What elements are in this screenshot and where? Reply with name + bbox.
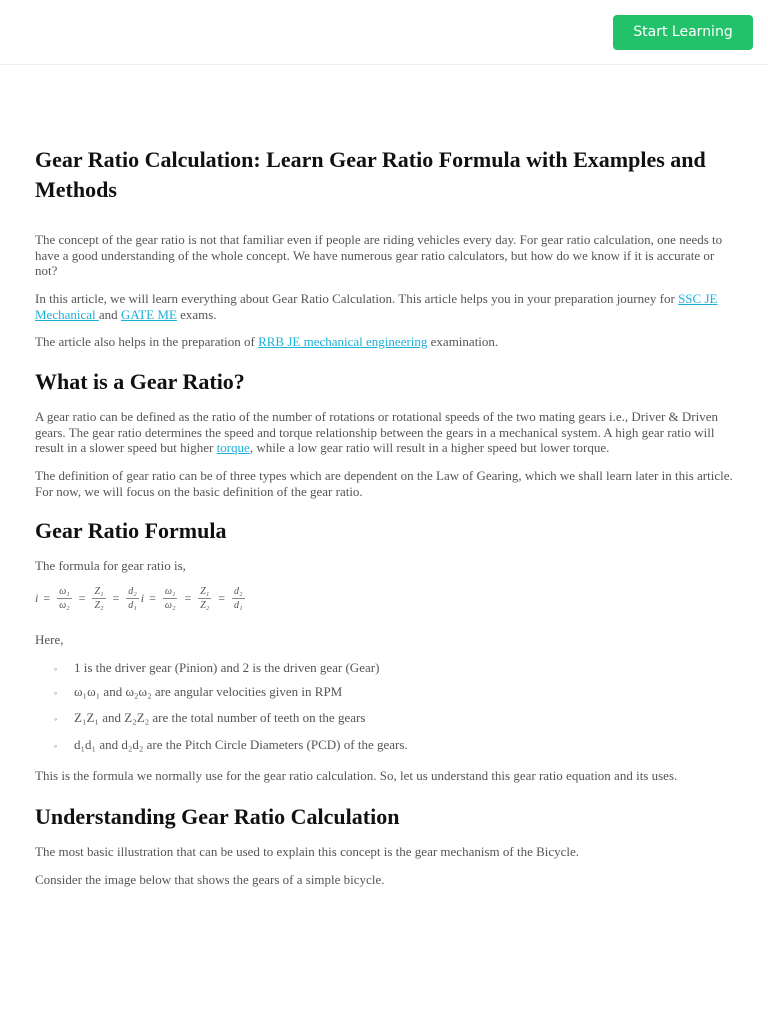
- list-item-text: d₁d₁ and d₂d₂ are the Pitch Circle Diameters (PCD) of the gears.: [74, 737, 408, 752]
- what-p1-text-before: A gear ratio can be defined as the ratio of the number of rotations or rotational speeds of the two mating gears i.e., Driver & Driven gears. The gear ratio determines the speed and torque relationship between the gears in a mechanical system. A high gear ratio will result in a slower speed but higher: [35, 409, 719, 455]
- here-label: Here,: [35, 632, 64, 647]
- start-learning-button[interactable]: Start Learning: [613, 15, 753, 50]
- fraction-numerator: ω₁: [59, 586, 70, 597]
- formula-equals: =: [112, 591, 120, 605]
- bullet-marker: ◦: [54, 664, 58, 674]
- formula-fraction-omega: [57, 585, 72, 612]
- formula-equals: =: [149, 591, 156, 605]
- fraction-denominator: ω₂: [164, 600, 176, 611]
- heading-what-is-gear-ratio: What is a Gear Ratio?: [35, 369, 245, 394]
- fraction-numerator: Z₁: [200, 586, 210, 597]
- top-bar: [0, 0, 768, 65]
- formula-fraction-teeth: [198, 585, 211, 612]
- formula-fraction-teeth: [92, 585, 105, 612]
- list-item-text: 1 is the driver gear (Pinion) and 2 is the driven gear (Gear): [74, 660, 380, 675]
- fraction-numerator: d₂: [128, 586, 137, 597]
- list-item: [35, 682, 735, 702]
- formula-equals: =: [184, 591, 192, 605]
- fraction-denominator: Z₂: [200, 600, 210, 611]
- formula-intro: The formula for gear ratio is,: [35, 558, 186, 573]
- what-p1-text-after: , while a low gear ratio will result in a higher speed but lower torque.: [249, 440, 610, 455]
- intro-paragraph-1: The concept of the gear ratio is not that familiar even if people are riding vehicles every day. For gear ratio calculation, one needs to have a good understanding of the whole concept. We have numerous gear ratio calculators, but how do we know if it is accurate or not?: [35, 232, 723, 278]
- gear-ratio-formula: [35, 585, 295, 621]
- gate-me-link[interactable]: GATE ME: [120, 306, 177, 322]
- intro-p2-text-after: exams.: [176, 306, 217, 322]
- bullet-marker: ◦: [54, 714, 58, 724]
- formula-equals: =: [218, 591, 226, 605]
- understanding-paragraph-1: The most basic illustration that can be used to explain this concept is the gear mechanism of the Bicycle.: [35, 844, 580, 859]
- formula-note: This is the formula we normally use for the gear ratio calculation. So, let us understand this gear ratio equation and its uses.: [35, 768, 678, 783]
- intro-paragraph-3: [35, 334, 735, 350]
- list-item-text: Z₁Z₁ and Z₂Z₂ are the total number of teeth on the gears: [74, 710, 366, 725]
- intro-paragraph-2: [35, 291, 735, 322]
- fraction-numerator: Z₁: [94, 586, 104, 597]
- formula-equals: =: [78, 591, 86, 605]
- formula-fraction-diameter: [232, 585, 244, 612]
- list-item: [35, 735, 735, 755]
- intro-p3-text-before: The article also helps in the preparation of: [35, 334, 259, 349]
- list-item: [35, 708, 735, 728]
- formula-fraction-omega: [163, 585, 178, 612]
- bullet-marker: ◦: [54, 688, 58, 698]
- bullet-marker: ◦: [54, 741, 58, 751]
- fraction-numerator: ω₁: [164, 586, 176, 597]
- fraction-denominator: d₁: [128, 600, 137, 611]
- intro-p2-text-before: In this article, we will learn everything about Gear Ratio Calculation. This article helps you in your preparation journey for: [35, 291, 679, 306]
- formula-lhs: i: [35, 591, 39, 605]
- heading-understanding-gear-ratio: Understanding Gear Ratio Calculation: [35, 804, 400, 829]
- ssc-je-mechanical-link[interactable]: SSC JE Mechanical: [35, 291, 718, 322]
- rrb-je-mechanical-link[interactable]: RRB JE mechanical engineering: [258, 334, 428, 349]
- article-title: Gear Ratio Calculation: Learn Gear Ratio Formula with Examples and Methods: [35, 147, 706, 202]
- fraction-numerator: d₂: [234, 586, 243, 597]
- intro-p3-text-after: examination.: [427, 334, 499, 349]
- formula-equals: =: [43, 591, 51, 605]
- intro-p2-text-middle: and: [98, 306, 121, 322]
- fraction-denominator: ω₂: [59, 600, 70, 611]
- formula-mid-variable: i: [140, 591, 145, 605]
- understanding-paragraph-2: Consider the image below that shows the gears of a simple bicycle.: [35, 872, 385, 887]
- formula-fraction-diameter: [126, 585, 138, 612]
- list-item-text: ω₁ω₁ and ω₂ω₂ are angular velocities given in RPM: [74, 684, 343, 699]
- heading-gear-ratio-formula: Gear Ratio Formula: [35, 518, 227, 543]
- fraction-denominator: d₁: [234, 600, 243, 611]
- list-item: [35, 658, 735, 678]
- what-paragraph-2: The definition of gear ratio can be of three types which are dependent on the Law of Gearing, which we shall learn later in this article. For now, we will focus on the basic definition of the gear ratio.: [35, 468, 733, 499]
- what-paragraph-1: [35, 409, 735, 456]
- torque-link[interactable]: torque: [216, 440, 250, 455]
- fraction-denominator: Z₂: [94, 600, 104, 611]
